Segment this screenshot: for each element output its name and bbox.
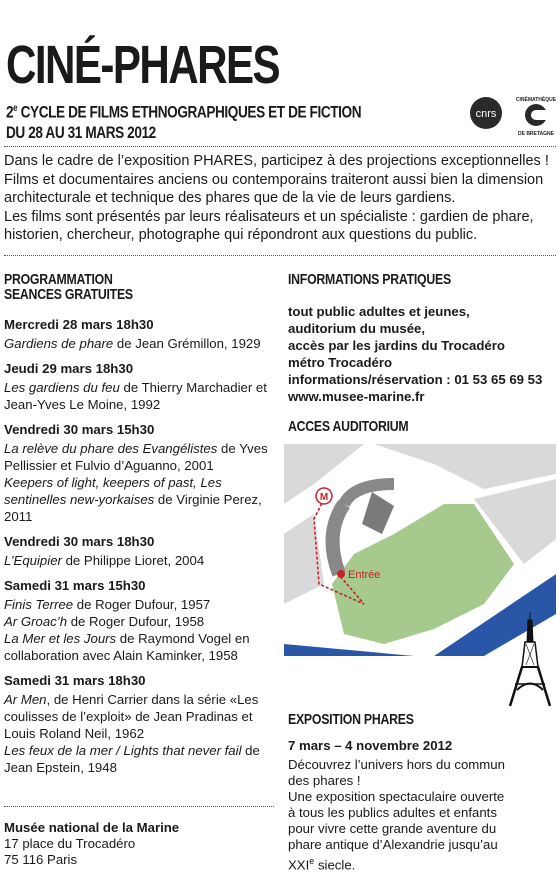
film-credits: de Roger Dufour, 1957: [73, 597, 211, 612]
page-title: CINÉ-PHARES: [6, 35, 280, 95]
film-entry: [4, 691, 272, 742]
film-title: Ar Men: [4, 692, 47, 707]
film-credits: de Raymond Vogel en collaboration avec Alain Kaminker, 1958: [4, 631, 250, 663]
metro-label: M: [319, 492, 329, 503]
svg-text:cnrs: cnrs: [475, 108, 497, 120]
film-title: Keepers of light, keepers of past, Les sentinelles new-yorkaises: [4, 475, 222, 507]
info-phone[interactable]: informations/réservation : 01 53 65 69 53: [288, 372, 543, 387]
film-credits: de Roger Dufour, 1958: [67, 614, 205, 629]
programme-heading: [4, 272, 224, 302]
century-suffix: e: [309, 856, 315, 866]
cycle-description: CYCLE DE FILMS ETHNOGRAPHIQUES ET DE FICTION: [17, 102, 362, 122]
film-credits: de Jean Grémillon, 1929: [113, 336, 261, 351]
film-title: L’Equipier: [4, 553, 62, 568]
exposition-desc-line: Découvrez l’univers hors du commun des phares !: [288, 757, 505, 788]
cycle-number: 2: [6, 102, 14, 122]
session-item: [4, 577, 272, 664]
info-details: [288, 303, 556, 405]
film-title: La relève du phare des Evangélistes: [4, 441, 218, 456]
intro-paragraph: Les films sont présentés par leurs réalisateurs et un spécialiste : gardien de phare, historien, chercheur, photographe qui répondront aux questions du public.: [4, 208, 534, 243]
intro-text: [4, 152, 556, 245]
session-date: Vendredi 30 mars 18h30: [4, 534, 155, 549]
divider-middle: [4, 255, 556, 256]
session-item: [4, 360, 272, 413]
svg-text:CINÉMATHÈQUE: CINÉMATHÈQUE: [515, 97, 556, 103]
session-date: Mercredi 28 mars 18h30: [4, 317, 154, 332]
cinematheque-bretagne-logo: [516, 95, 556, 137]
cycle-dates: DU 28 AU 31 MARS 2012: [6, 122, 156, 142]
film-title: Gardiens de phare: [4, 336, 114, 351]
cycle-ordinal-suffix: e: [13, 103, 18, 114]
eiffel-tower-icon: [505, 612, 555, 708]
film-title: Ar Groac’h: [4, 614, 68, 629]
film-credits: de Philippe Lioret, 2004: [61, 553, 205, 568]
film-entry: [4, 596, 272, 613]
page-subtitle: [6, 99, 361, 143]
info-line: auditorium du musée,: [288, 321, 426, 336]
film-title: Les feux de la mer / Lights that never fail: [4, 743, 242, 758]
film-credits: , de Henri Carrier dans la série «Les coulisses de l’exploit» de Jean Pradinas et Louis Roland Neil, 1962: [4, 692, 259, 741]
exposition-desc-line: [288, 789, 508, 873]
film-entry: [4, 440, 272, 474]
exposition-heading: EXPOSITION PHARES: [288, 711, 414, 728]
cnrs-logo: [470, 97, 502, 129]
session-date: Samedi 31 mars 18h30: [4, 673, 146, 688]
exposition-desc-text: Une exposition spectaculaire ouverte à tous les publics adultes et enfants pour vivre cette grande aventure du phare antique d’Alexandrie jusqu’au XXI: [288, 789, 505, 873]
programme-heading-line: PROGRAMMATION: [4, 271, 113, 288]
address-city: 75 116 Paris: [4, 852, 78, 867]
address-street: 17 place du Trocadéro: [4, 836, 136, 851]
session-item: [4, 533, 272, 569]
session-date: Vendredi 30 mars 15h30: [4, 422, 155, 437]
film-credits: de Thierry Marchadier et Jean-Yves Le Moine, 1992: [4, 380, 267, 412]
session-item: [4, 672, 272, 776]
session-date: Samedi 31 mars 15h30: [4, 578, 146, 593]
exposition-desc-end: siecle.: [314, 857, 356, 873]
film-entry: [4, 335, 272, 352]
entrance-label: Entrée: [348, 569, 381, 581]
svg-text:DE BRETAGNE: DE BRETAGNE: [517, 131, 555, 137]
cycle-line: [6, 99, 361, 123]
session-item: [4, 316, 272, 352]
info-heading: INFORMATIONS PRATIQUES: [288, 271, 451, 288]
info-line: tout public adultes et jeunes,: [288, 304, 470, 319]
film-title: Finis Terree: [4, 597, 74, 612]
programme-column: [4, 272, 272, 776]
access-heading: ACCES AUDITORIUM: [288, 418, 409, 435]
info-line: accès par les jardins du Trocadéro: [288, 338, 505, 353]
session-date: Jeudi 29 mars 18h30: [4, 361, 134, 376]
film-title: Les gardiens du feu: [4, 380, 120, 395]
info-website-link[interactable]: www.musee-marine.fr: [288, 389, 425, 404]
exposition-description: [288, 757, 508, 873]
film-entry: [4, 552, 272, 569]
info-column: [288, 272, 556, 434]
divider-bottom: [4, 806, 274, 807]
film-credits: de Virginie Perez, 2011: [4, 492, 262, 524]
museum-address: [4, 820, 179, 868]
divider-top: [4, 146, 556, 147]
exposition-dates: 7 mars – 4 novembre 2012: [288, 738, 453, 753]
film-entry: [4, 630, 272, 664]
film-entry: [4, 379, 272, 413]
film-entry: [4, 474, 272, 525]
programme-heading-line: SEANCES GRATUITES: [4, 286, 133, 303]
film-credits: de Jean Epstein, 1948: [4, 743, 260, 775]
film-entry: [4, 613, 272, 630]
partner-logos: [466, 95, 556, 147]
film-title: La Mer et les Jours: [4, 631, 117, 646]
intro-paragraph: Dans le cadre de l’exposition PHARES, participez à des projections exceptionnelles ! Films et documentaires anciens ou contemporains traiteront aussi bien la dimension architecturale et technique des phares que de la vie de leurs gardiens.: [4, 153, 549, 206]
entrance-marker-icon: [337, 570, 345, 578]
info-line: métro Trocadéro: [288, 355, 393, 370]
museum-name: Musée national de la Marine: [4, 820, 180, 835]
film-entry: [4, 742, 272, 776]
film-credits: de Yves Pellissier et Fulvio d’Aguanno, 2001: [4, 441, 268, 473]
session-item: [4, 421, 272, 525]
